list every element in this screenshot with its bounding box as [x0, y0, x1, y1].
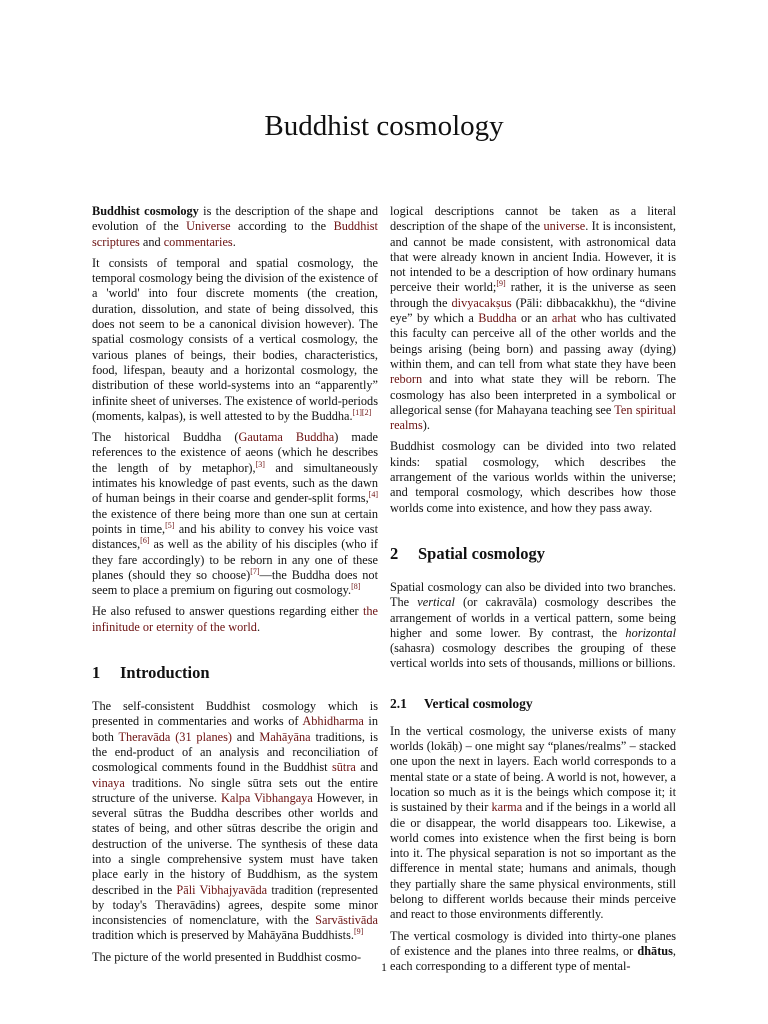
- text-run: Spatial cosmology can also be divided into two branches. The: [390, 579, 676, 610]
- wiki-link[interactable]: arhat: [551, 311, 577, 326]
- text-run: However, in several sūtras the Buddha describes other worlds and states of being, and other sūtras describe the origin and destruction of the universe. The synthesis of these data into a single comprehensive system must have taken place early in the history of Buddhism, as the system described in the: [92, 790, 378, 897]
- text-run: tradition which is preserved by Mahāyāna Buddhists.: [92, 928, 354, 943]
- wiki-link[interactable]: reborn: [390, 372, 423, 387]
- text-run: In the vertical cosmology, the universe exists of many worlds (lokāḥ) – one might say “planes/realms” – stacked one upon the next in layers. Each world corresponds to a mental state or a state of being. A world is not, however, a location so much as it is the beings which compose it; it is sustained by their: [390, 723, 676, 815]
- text-run: (or cakravāla) cosmology describes the arrangement of worlds in a vertical pattern, some being higher and some lower. By contrast, the: [390, 595, 676, 640]
- paragraph: [390, 580, 676, 672]
- wiki-link[interactable]: Buddhist scriptures: [92, 219, 378, 249]
- text-run: and: [139, 234, 164, 249]
- bold-term: Buddhist cosmology: [92, 204, 199, 218]
- section-title: Introduction: [120, 663, 210, 683]
- text-run: traditions, is the end-product of an analysis and reconciliation of cosmological comments found in the Buddhist: [92, 729, 379, 775]
- wiki-link[interactable]: the infinitude or eternity of the world: [92, 604, 378, 634]
- bold-term: dhātus: [637, 943, 673, 958]
- paragraph: [390, 204, 676, 433]
- wiki-link[interactable]: Kalpa Vibhangaya: [220, 790, 313, 805]
- text-run: according to the: [230, 219, 334, 234]
- text-run: The picture of the world presented in Buddhist cosmo-: [92, 949, 362, 964]
- citation-link[interactable]: [4]: [368, 490, 378, 500]
- text-run: The vertical cosmology is divided into thirty-one planes of existence and the planes into three realms, or: [390, 928, 676, 958]
- section-title: Spatial cosmology: [418, 543, 545, 563]
- page-title: Buddhist cosmology: [264, 110, 504, 142]
- text-run: and into what state they will be reborn. The cosmology has also been interpreted in a symbolical or allegorical sense (for Mahayana teaching see: [390, 372, 676, 417]
- citation-link[interactable]: [3]: [255, 459, 265, 469]
- section-title: Vertical cosmology: [424, 695, 533, 711]
- wiki-link[interactable]: universe: [543, 219, 586, 234]
- paragraph: [92, 256, 378, 424]
- text-run: —the Buddha does not seem to place a premium on figuring out cosmology.: [92, 567, 378, 598]
- text-run: rather, it is the universe as seen through the: [390, 280, 676, 310]
- wiki-link[interactable]: Universe: [186, 219, 231, 234]
- paragraph: [390, 724, 676, 923]
- text-run: (sahasra) cosmology describes the grouping of these vertical worlds into sets of thousands, millions or billions.: [390, 641, 676, 671]
- left-column: [92, 204, 378, 971]
- text-run: the existence of there being more than one sun at certain points in time,: [92, 506, 378, 536]
- wiki-link[interactable]: divyacakṣus: [451, 295, 512, 310]
- citation-link[interactable]: [1][2]: [352, 407, 372, 417]
- wiki-link[interactable]: karma: [491, 800, 523, 815]
- text-run: who has cultivated this faculty can perceive all of the other worlds and the beings arising (being born) and passing away (dying) within them, and can tell from what state they have been: [390, 311, 676, 371]
- text-run: .: [232, 234, 236, 249]
- page-number: 1: [381, 960, 387, 974]
- wiki-link[interactable]: Pāli Vibhajyavāda: [176, 882, 268, 897]
- citation-link[interactable]: [6]: [140, 536, 150, 546]
- section-heading: [92, 663, 378, 683]
- wiki-link[interactable]: Gautama Buddha: [238, 430, 335, 445]
- text-run: ) made references to the existence of aeons (which he describes the length of by metaphor),: [92, 430, 378, 475]
- text-run: (Pāli: dibbacakkhu), the “divine eye” by which a: [390, 295, 676, 326]
- section-number: 2.1: [390, 695, 407, 711]
- section-number: 1: [92, 663, 101, 683]
- paragraph: [92, 699, 378, 944]
- text-run: as well as the ability of his disciples (who if they fare accordingly) to be reborn in any one of these planes (should they so choose): [92, 537, 378, 582]
- citation-link[interactable]: [5]: [165, 520, 175, 530]
- wiki-link[interactable]: Mahāyāna: [259, 729, 311, 744]
- citation-link[interactable]: [9]: [353, 927, 364, 937]
- citation-link[interactable]: [9]: [496, 279, 506, 289]
- wiki-link[interactable]: Abhidharma: [302, 714, 364, 729]
- text-run: in both: [92, 714, 379, 744]
- text-run: The self-consistent Buddhist cosmology which is presented in commentaries and works of: [92, 699, 378, 729]
- italic-term: vertical: [417, 595, 455, 610]
- text-run: tradition (represented by today's Theravādins) agrees, despite some minor inconsistencies of nomenclature, with the: [92, 882, 379, 928]
- text-run: and: [231, 729, 260, 744]
- section-heading: [390, 544, 676, 564]
- wiki-link[interactable]: Buddha: [478, 311, 517, 326]
- text-run: and simultaneously intimates his knowledge of past events, such as the dawn of human beings in their coarse and gender-split forms,: [92, 460, 378, 506]
- wiki-link[interactable]: Sarvāstivāda: [315, 913, 378, 928]
- paragraph: [92, 204, 378, 250]
- text-run: ).: [422, 418, 430, 433]
- text-run: .: [256, 619, 261, 634]
- text-run: logical descriptions cannot be taken as a literal description of the shape of the: [390, 204, 676, 234]
- text-run: or an: [516, 311, 552, 326]
- paragraph: [92, 430, 378, 598]
- text-run: and his ability to convey his voice vast distances,: [92, 521, 378, 552]
- text-run: and if the beings in a world all die or disappear, the world disappears too. Likewise, a world comes into existence when the first being is born into it. The physical separation is not so important as the difference in mental state; humans and animals, though they partially share the same physical environments, still belong to different worlds because their minds perceive and react to those environments differently.: [390, 800, 676, 922]
- wiki-link[interactable]: vinaya: [92, 775, 125, 790]
- italic-term: horizontal: [625, 625, 676, 640]
- text-run: He also refused to answer questions regarding either: [92, 604, 363, 619]
- text-run: It consists of temporal and spatial cosmology, the temporal cosmology being the division of the existence of a 'world' into four discrete moments (the creation, duration, dissolution, and state of being dissolved, this does not seem to be a canonical division however). The spatial cosmology consists of a vertical cosmology, the various planes of beings, their bodies, characteristics, food, lifespan, beauty and a horizontal cosmology, the distribution of these world-systems into an “apparently” infinite sheet of universes. The existence of world-periods (moments, kalpas), is well attested to by the Buddha.: [92, 255, 378, 423]
- text-run: Buddhist cosmology can be divided into two related kinds: spatial cosmology, which describes the arrangement of the various worlds within the universe; and temporal cosmology, which describes how those worlds come into existence, and how they pass away.: [390, 439, 676, 515]
- section-number: 2: [390, 543, 399, 563]
- paragraph: [92, 604, 378, 635]
- text-run: , each corresponding to a different type of mental-: [390, 943, 676, 974]
- text-run: is the description of the shape and evolution of the: [92, 204, 378, 234]
- wiki-link[interactable]: Ten spiritual realms: [390, 402, 677, 433]
- citation-link[interactable]: [7]: [250, 566, 260, 576]
- right-column: [390, 204, 676, 980]
- paragraph: [390, 439, 676, 515]
- text-run: traditions. No single sūtra sets out the entire structure of the universe.: [92, 775, 378, 805]
- wiki-link[interactable]: sūtra: [331, 760, 356, 775]
- section-heading: [390, 696, 676, 712]
- wiki-link[interactable]: Theravāda (31 planes): [118, 729, 232, 744]
- citation-link[interactable]: [8]: [351, 582, 361, 592]
- text-run: and: [355, 760, 378, 775]
- wiki-link[interactable]: commentaries: [163, 234, 233, 249]
- text-run: The historical Buddha (: [92, 430, 239, 445]
- text-run: . It is inconsistent, and cannot be made consistent, with astronomical data that were already known in ancient India. However, it is not intended to be a description of how ordinary humans perceive their world;: [390, 219, 676, 295]
